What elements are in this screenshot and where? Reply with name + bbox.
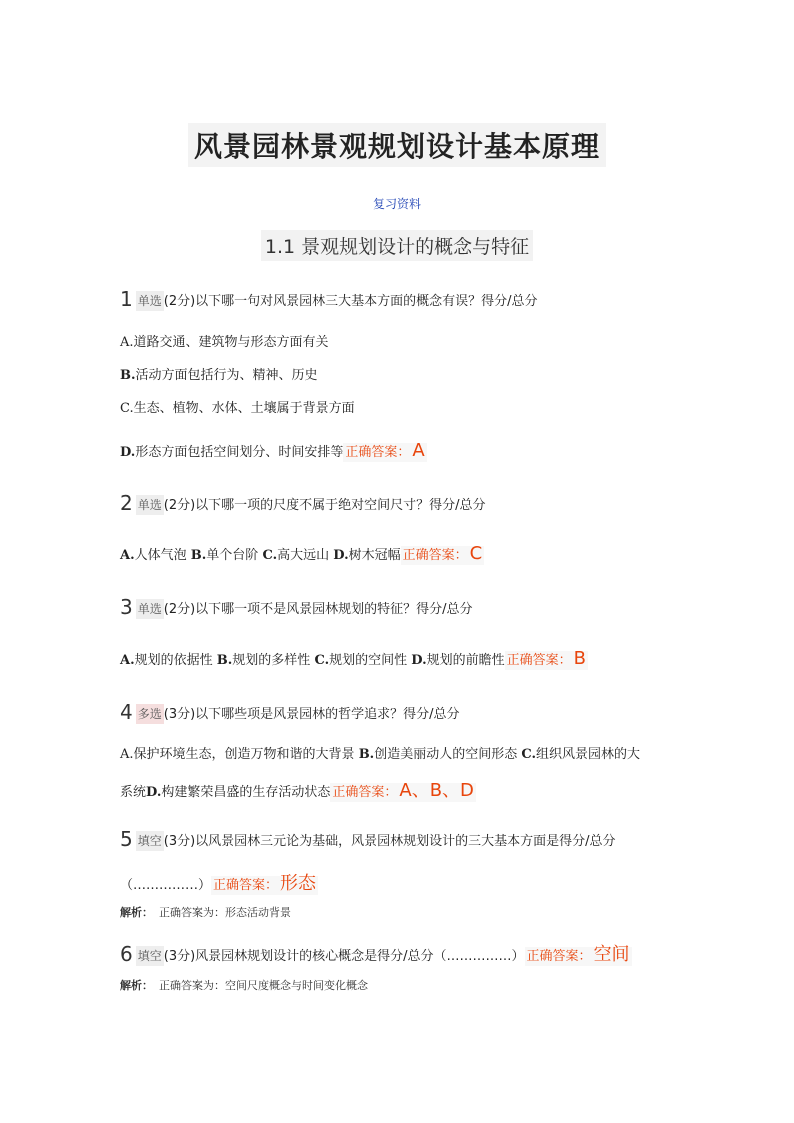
analysis-text: 正确答案为：空间尺度概念与时间变化概念 xyxy=(159,979,368,992)
q6-analysis xyxy=(120,977,368,993)
question-number: 3 xyxy=(120,595,133,619)
option-letter: A. xyxy=(120,548,135,563)
option-text: 规划的依据性 xyxy=(134,653,213,668)
option-text: 道路交通、建筑物与形态方面有关 xyxy=(133,335,329,350)
option-text: 规划的多样性 xyxy=(232,653,311,668)
option-letter: C. xyxy=(314,653,330,668)
answer-label: 正确答案： xyxy=(526,949,592,964)
option-text: 保护环境生态，创造万物和谐的大背景 xyxy=(133,747,355,762)
question-type: 多选 xyxy=(136,704,164,724)
q5-blank-line xyxy=(120,869,318,895)
option-text: 人体气泡 xyxy=(134,548,187,563)
analysis-label: 解析： xyxy=(120,979,153,992)
answer-value: B xyxy=(573,648,586,669)
option-letter: C. xyxy=(262,548,278,563)
q4-options-line-1 xyxy=(120,743,640,762)
option-letter: B. xyxy=(190,548,207,563)
option-letter: C. xyxy=(521,747,537,762)
option-letter: D. xyxy=(411,653,427,668)
correct-answer xyxy=(525,944,632,966)
option-text: 高大远山 xyxy=(277,548,330,563)
option-text: 规划的空间性 xyxy=(329,653,408,668)
question-text: (3分)以下哪些项是风景园林的哲学追求？得分/总分 xyxy=(163,707,460,722)
option-text: 组织风景园林的大 xyxy=(536,747,641,762)
question-number: 2 xyxy=(120,491,133,515)
q1-option-a xyxy=(120,331,329,350)
question-3 xyxy=(120,595,473,619)
option-letter: A. xyxy=(120,653,135,668)
section-heading: 1.1 景观规划设计的概念与特征 xyxy=(261,230,533,261)
question-6 xyxy=(120,940,632,966)
option-letter: B. xyxy=(120,368,136,383)
answer-label: 正确答案： xyxy=(402,548,468,563)
correct-answer xyxy=(401,543,485,565)
document-title: 风景园林景观规划设计基本原理 xyxy=(188,123,606,167)
answer-label: 正确答案： xyxy=(213,878,279,893)
answer-value: C xyxy=(469,543,483,564)
option-letter: B. xyxy=(216,653,233,668)
question-text: (2分)以下哪一项的尺度不属于绝对空间尺寸？得分/总分 xyxy=(163,498,486,513)
correct-answer xyxy=(505,648,588,670)
question-type: 单选 xyxy=(136,495,164,515)
option-letter: A. xyxy=(120,747,134,762)
correct-answer xyxy=(343,440,426,462)
question-5 xyxy=(120,827,616,851)
correct-answer xyxy=(211,873,318,895)
analysis-label: 解析： xyxy=(120,906,153,919)
question-number: 4 xyxy=(120,700,133,724)
correct-answer xyxy=(330,780,476,802)
question-text: (2分)以下哪一项不是风景园林规划的特征？得分/总分 xyxy=(163,602,473,617)
answer-label: 正确答案： xyxy=(332,785,398,800)
option-text: 规划的前瞻性 xyxy=(426,653,505,668)
option-letter: A. xyxy=(120,335,134,350)
q1-option-b xyxy=(120,364,318,383)
q1-option-d xyxy=(120,440,427,461)
analysis-text: 正确答案为：形态活动背景 xyxy=(159,906,291,919)
option-letter: D. xyxy=(120,445,136,460)
option-text: 活动方面包括行为、精神、历史 xyxy=(135,368,318,383)
question-type: 单选 xyxy=(136,599,164,619)
question-4 xyxy=(120,700,460,724)
q4-options-line-2 xyxy=(120,776,476,802)
answer-label: 正确答案： xyxy=(506,653,572,668)
document-subtitle: 复习资料 xyxy=(372,197,421,211)
question-text: (2分)以下哪一句对风景园林三大基本方面的概念有误？得分/总分 xyxy=(163,294,538,309)
option-text: 树木冠幅 xyxy=(348,548,401,563)
question-2 xyxy=(120,491,486,515)
question-1 xyxy=(120,287,538,311)
section-heading-wrap xyxy=(0,230,794,261)
question-type: 填空 xyxy=(136,946,164,966)
option-text: 构建繁荣昌盛的生存活动状态 xyxy=(161,785,331,800)
option-letter: B. xyxy=(358,747,375,762)
q5-analysis xyxy=(120,904,291,920)
question-type: 单选 xyxy=(136,291,164,311)
q3-options xyxy=(120,648,588,669)
q1-option-c xyxy=(120,397,355,416)
document-title-wrap xyxy=(0,123,794,167)
answer-value: 空间 xyxy=(593,944,630,965)
question-number: 6 xyxy=(120,942,133,966)
option-text: 系统 xyxy=(120,785,147,800)
answer-value: A、B、D xyxy=(399,780,474,801)
option-text: 生态、植物、水体、土壤属于背景方面 xyxy=(133,401,355,416)
option-text: 形态方面包括空间划分、时间安排等 xyxy=(135,445,344,460)
option-letter: D. xyxy=(333,548,349,563)
answer-value: A xyxy=(412,440,425,461)
answer-label: 正确答案： xyxy=(345,445,411,460)
question-text: (3分)风景园林规划设计的核心概念是得分/总分（……………） xyxy=(163,949,525,964)
question-text: (3分)以风景园林三元论为基础，风景园林规划设计的三大基本方面是得分/总分 xyxy=(163,834,616,849)
option-text: 单个台阶 xyxy=(206,548,259,563)
question-number: 5 xyxy=(120,827,133,851)
answer-value: 形态 xyxy=(280,873,317,894)
question-number: 1 xyxy=(120,287,133,311)
option-letter: C. xyxy=(120,401,134,416)
option-text: 创造美丽动人的空间形态 xyxy=(374,747,518,762)
question-type: 填空 xyxy=(136,831,164,851)
blank: （……………） xyxy=(120,878,212,893)
option-letter: D. xyxy=(146,785,162,800)
q2-options xyxy=(120,543,484,564)
